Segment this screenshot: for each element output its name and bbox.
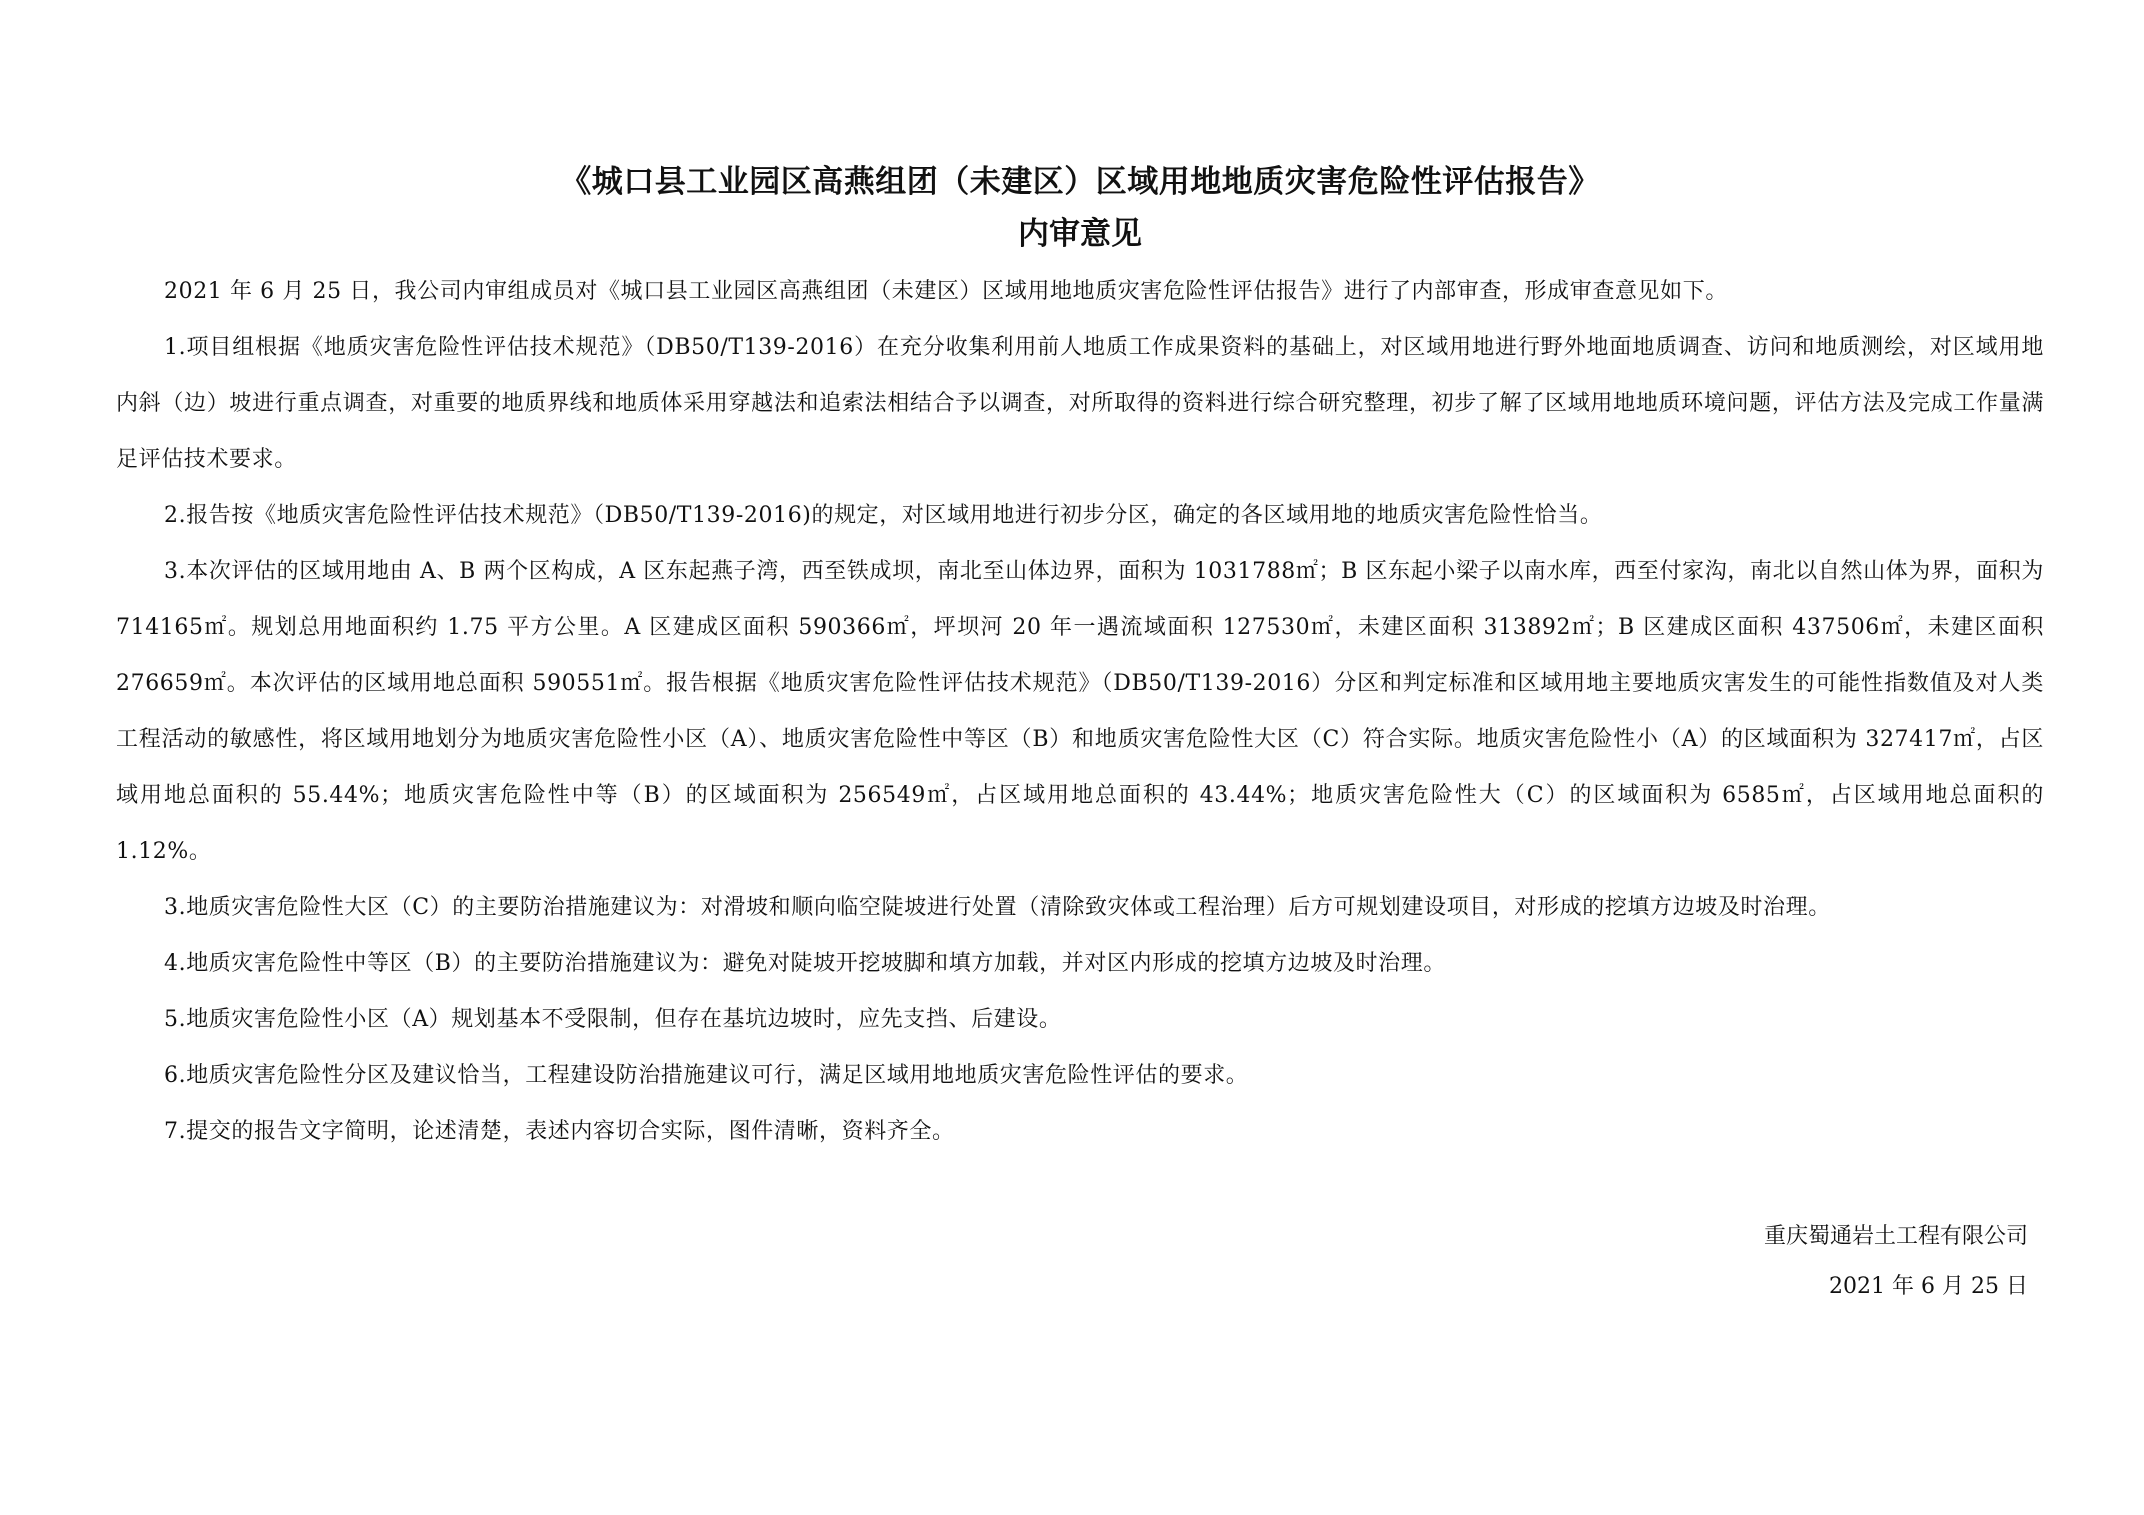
paragraph-5: 5.地质灾害危险性小区（A）规划基本不受限制，但存在基坑边坡时，应先支挡、后建设。 xyxy=(164,1007,1062,1032)
paragraph-3: 3.本次评估的区域用地由 A、B 两个区构成，A 区东起燕子湾，西至铁成坝，南北至山体边界，面积为 1031788㎡；B 区东起小梁子以南水库，西至付家沟，南北以自然山体为界，面积为 714165㎡。规划总用地面积约 1.75 平方公里。A 区建成区面积 590366㎡，坪坝河 20 年一遇流域面积 127530㎡，未建区面积 313892㎡；B 区建成区面积 437506㎡，未建区面积 276659㎡。本次评估的区域用地总面积 590551㎡。报告根据《地质灾害危险性评估技术规范》（DB50/T139-2016）分区和判定标准和区域用地主要地质灾害发生的可能性指数值及对人类工程活动的敏感性，将区域用地划分为地质灾害危险性小区（A）、地质灾害危险性中等区（B）和地质灾害危险性大区（C）符合实际。地质灾害危险性小（A）的区域面积为 327417㎡，占区域用地总面积的 55.44%；地质灾害危险性中等（B）的区域面积为 256549㎡，占区域用地总面积的 43.44%；地质灾害危险性大（C）的区域面积为 6585㎡，占区域用地总面积的 1.12%。 xyxy=(116,559,2044,864)
signature-date: 2021 年 6 月 25 日 xyxy=(1829,1274,2028,1299)
paragraph-7: 7.提交的报告文字简明，论述清楚，表述内容切合实际，图件清晰，资料齐全。 xyxy=(164,1119,955,1144)
document-page xyxy=(116,160,2044,1160)
paragraph-1: 1.项目组根据《地质灾害危险性评估技术规范》（DB50/T139-2016）在充分收集利用前人地质工作成果资料的基础上，对区域用地进行野外地面地质调查、访问和地质测绘，对区域用地内斜（边）坡进行重点调查，对重要的地质界线和地质体采用穿越法和追索法相结合予以调查，对所取得的资料进行综合研究整理，初步了解了区域用地地质环境问题，评估方法及完成工作量满足评估技术要求。 xyxy=(116,335,2044,472)
paragraph-4: 4.地质灾害危险性中等区（B）的主要防治措施建议为：避免对陡坡开挖坡脚和填方加载，并对区内形成的挖填方边坡及时治理。 xyxy=(164,951,1446,976)
document-title: 《城口县工业园区高燕组团（未建区）区域用地地质灾害危险性评估报告》 xyxy=(560,164,1600,200)
paragraph-3b: 3.地质灾害危险性大区（C）的主要防治措施建议为：对滑坡和顺向临空陡坡进行处置（清除致灾体或工程治理）后方可规划建设项目，对形成的挖填方边坡及时治理。 xyxy=(164,895,1831,920)
document-body xyxy=(116,264,2044,1160)
document-subtitle: 内审意见 xyxy=(1018,216,1142,252)
signature-company: 重庆蜀通岩土工程有限公司 xyxy=(1763,1224,2028,1249)
paragraph-intro: 2021 年 6 月 25 日，我公司内审组成员对《城口县工业园区高燕组团（未建区）区域用地地质灾害危险性评估报告》进行了内部审查，形成审查意见如下。 xyxy=(164,279,1728,304)
paragraph-2: 2.报告按《地质灾害危险性评估技术规范》（DB50/T139-2016)的规定，对区域用地进行初步分区，确定的各区域用地的地质灾害危险性恰当。 xyxy=(164,503,1603,528)
paragraph-6: 6.地质灾害危险性分区及建议恰当，工程建设防治措施建议可行，满足区域用地地质灾害危险性评估的要求。 xyxy=(164,1063,1249,1088)
